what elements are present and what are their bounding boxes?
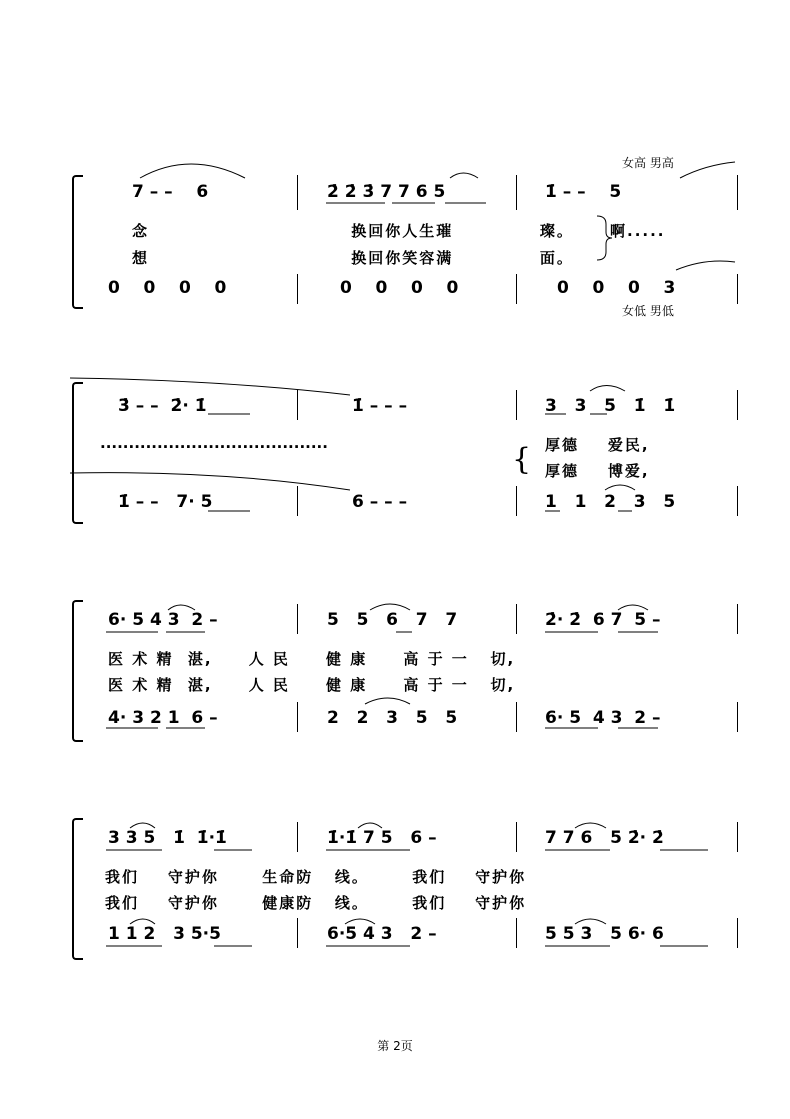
slur — [70, 378, 350, 395]
slur — [130, 823, 155, 828]
measure-notes: 3̇ – – 2̇· 1̇ — [118, 396, 207, 416]
measure-notes: 0 0 0 0 — [340, 278, 459, 298]
slur — [680, 162, 735, 178]
lyric-dots: ........................................ — [100, 434, 328, 452]
measure-notes: 1 1 2 3 5 — [545, 492, 676, 512]
measure-notes: 2̇· 2̇ 6 7 5 – — [545, 610, 661, 630]
measure-notes: 3 3 5 1̇ 1̇·1̇ — [108, 828, 227, 848]
measure-notes: 1̇·1̇ 7 5 6 – — [327, 828, 437, 848]
measure-notes: 6 – – – — [352, 492, 408, 512]
measure-notes: 6· 5 4 3 2 – — [108, 610, 218, 630]
slur — [358, 823, 382, 828]
measure-notes: 4· 3 2 1 6 – — [108, 708, 218, 728]
measure-notes: 2̇ 2̇ 3̇ 7 7 6 5 — [327, 182, 446, 202]
measure-notes: 6·5 4 3 2 – — [327, 924, 437, 944]
lyric-line-2: 厚德 博爱, — [545, 462, 650, 480]
measure-notes: 3 3 5 1̇ 1̇ — [545, 396, 676, 416]
lyric-line-1: 厚德 爱民, — [545, 436, 650, 454]
brace-right — [597, 216, 612, 260]
measure-notes: 5 5 6 7 7 — [327, 610, 458, 630]
slur — [575, 919, 606, 924]
slur — [450, 173, 478, 178]
measure-notes: 1̇ – – 5 — [545, 182, 622, 202]
measure-notes: 0 0 0 3 — [557, 278, 676, 298]
lyric-line-2: 我们 守护你 健康防 线。 我们 守护你 — [105, 894, 527, 912]
measure-notes: 7 – – 6 — [132, 182, 209, 202]
lyric-brace: { — [512, 442, 532, 477]
slur — [130, 919, 155, 924]
measure-notes: 1̇ – – 7· 5 — [118, 492, 213, 512]
measure-notes: 1 1 2 3 5·5 — [108, 924, 221, 944]
slur — [365, 698, 410, 704]
lyric-line-1: 医 术 精 湛, 人 民 健 康 高 于 一 切, — [108, 650, 516, 668]
measure-notes: 7 7 6 5 2̇· 2̇ — [545, 828, 664, 848]
lyric-line-2: 医 术 精 湛, 人 民 健 康 高 于 一 切, — [108, 676, 516, 694]
slur — [345, 919, 375, 924]
slur — [370, 604, 410, 610]
slur — [676, 261, 735, 270]
part-label-lower: 女低 男低 — [622, 304, 674, 318]
part-label-upper: 女高 男高 — [622, 156, 674, 170]
slur — [618, 605, 648, 610]
slur — [575, 823, 606, 828]
page-number: 第 2页 — [377, 1039, 413, 1053]
slur — [590, 386, 625, 392]
measure-notes: 0 0 0 0 — [108, 278, 227, 298]
measure-notes: 5 5 3 5 6· 6 — [545, 924, 664, 944]
slur — [140, 164, 245, 178]
slur — [605, 485, 635, 490]
slur — [168, 605, 195, 610]
measure-notes: 1̇ – – – — [352, 396, 408, 416]
slur — [70, 473, 350, 490]
measure-notes: 2 2 3 5 5 — [327, 708, 458, 728]
lyric-line-1: 我们 守护你 生命防 线。 我们 守护你 — [105, 868, 527, 886]
lyric-line-1: 念 换回你人生璀 璨。 啊..... — [132, 222, 666, 240]
measure-notes: 6· 5 4 3 2 – — [545, 708, 661, 728]
lyric-line-2: 想 换回你笑容满 面。 — [132, 249, 574, 267]
